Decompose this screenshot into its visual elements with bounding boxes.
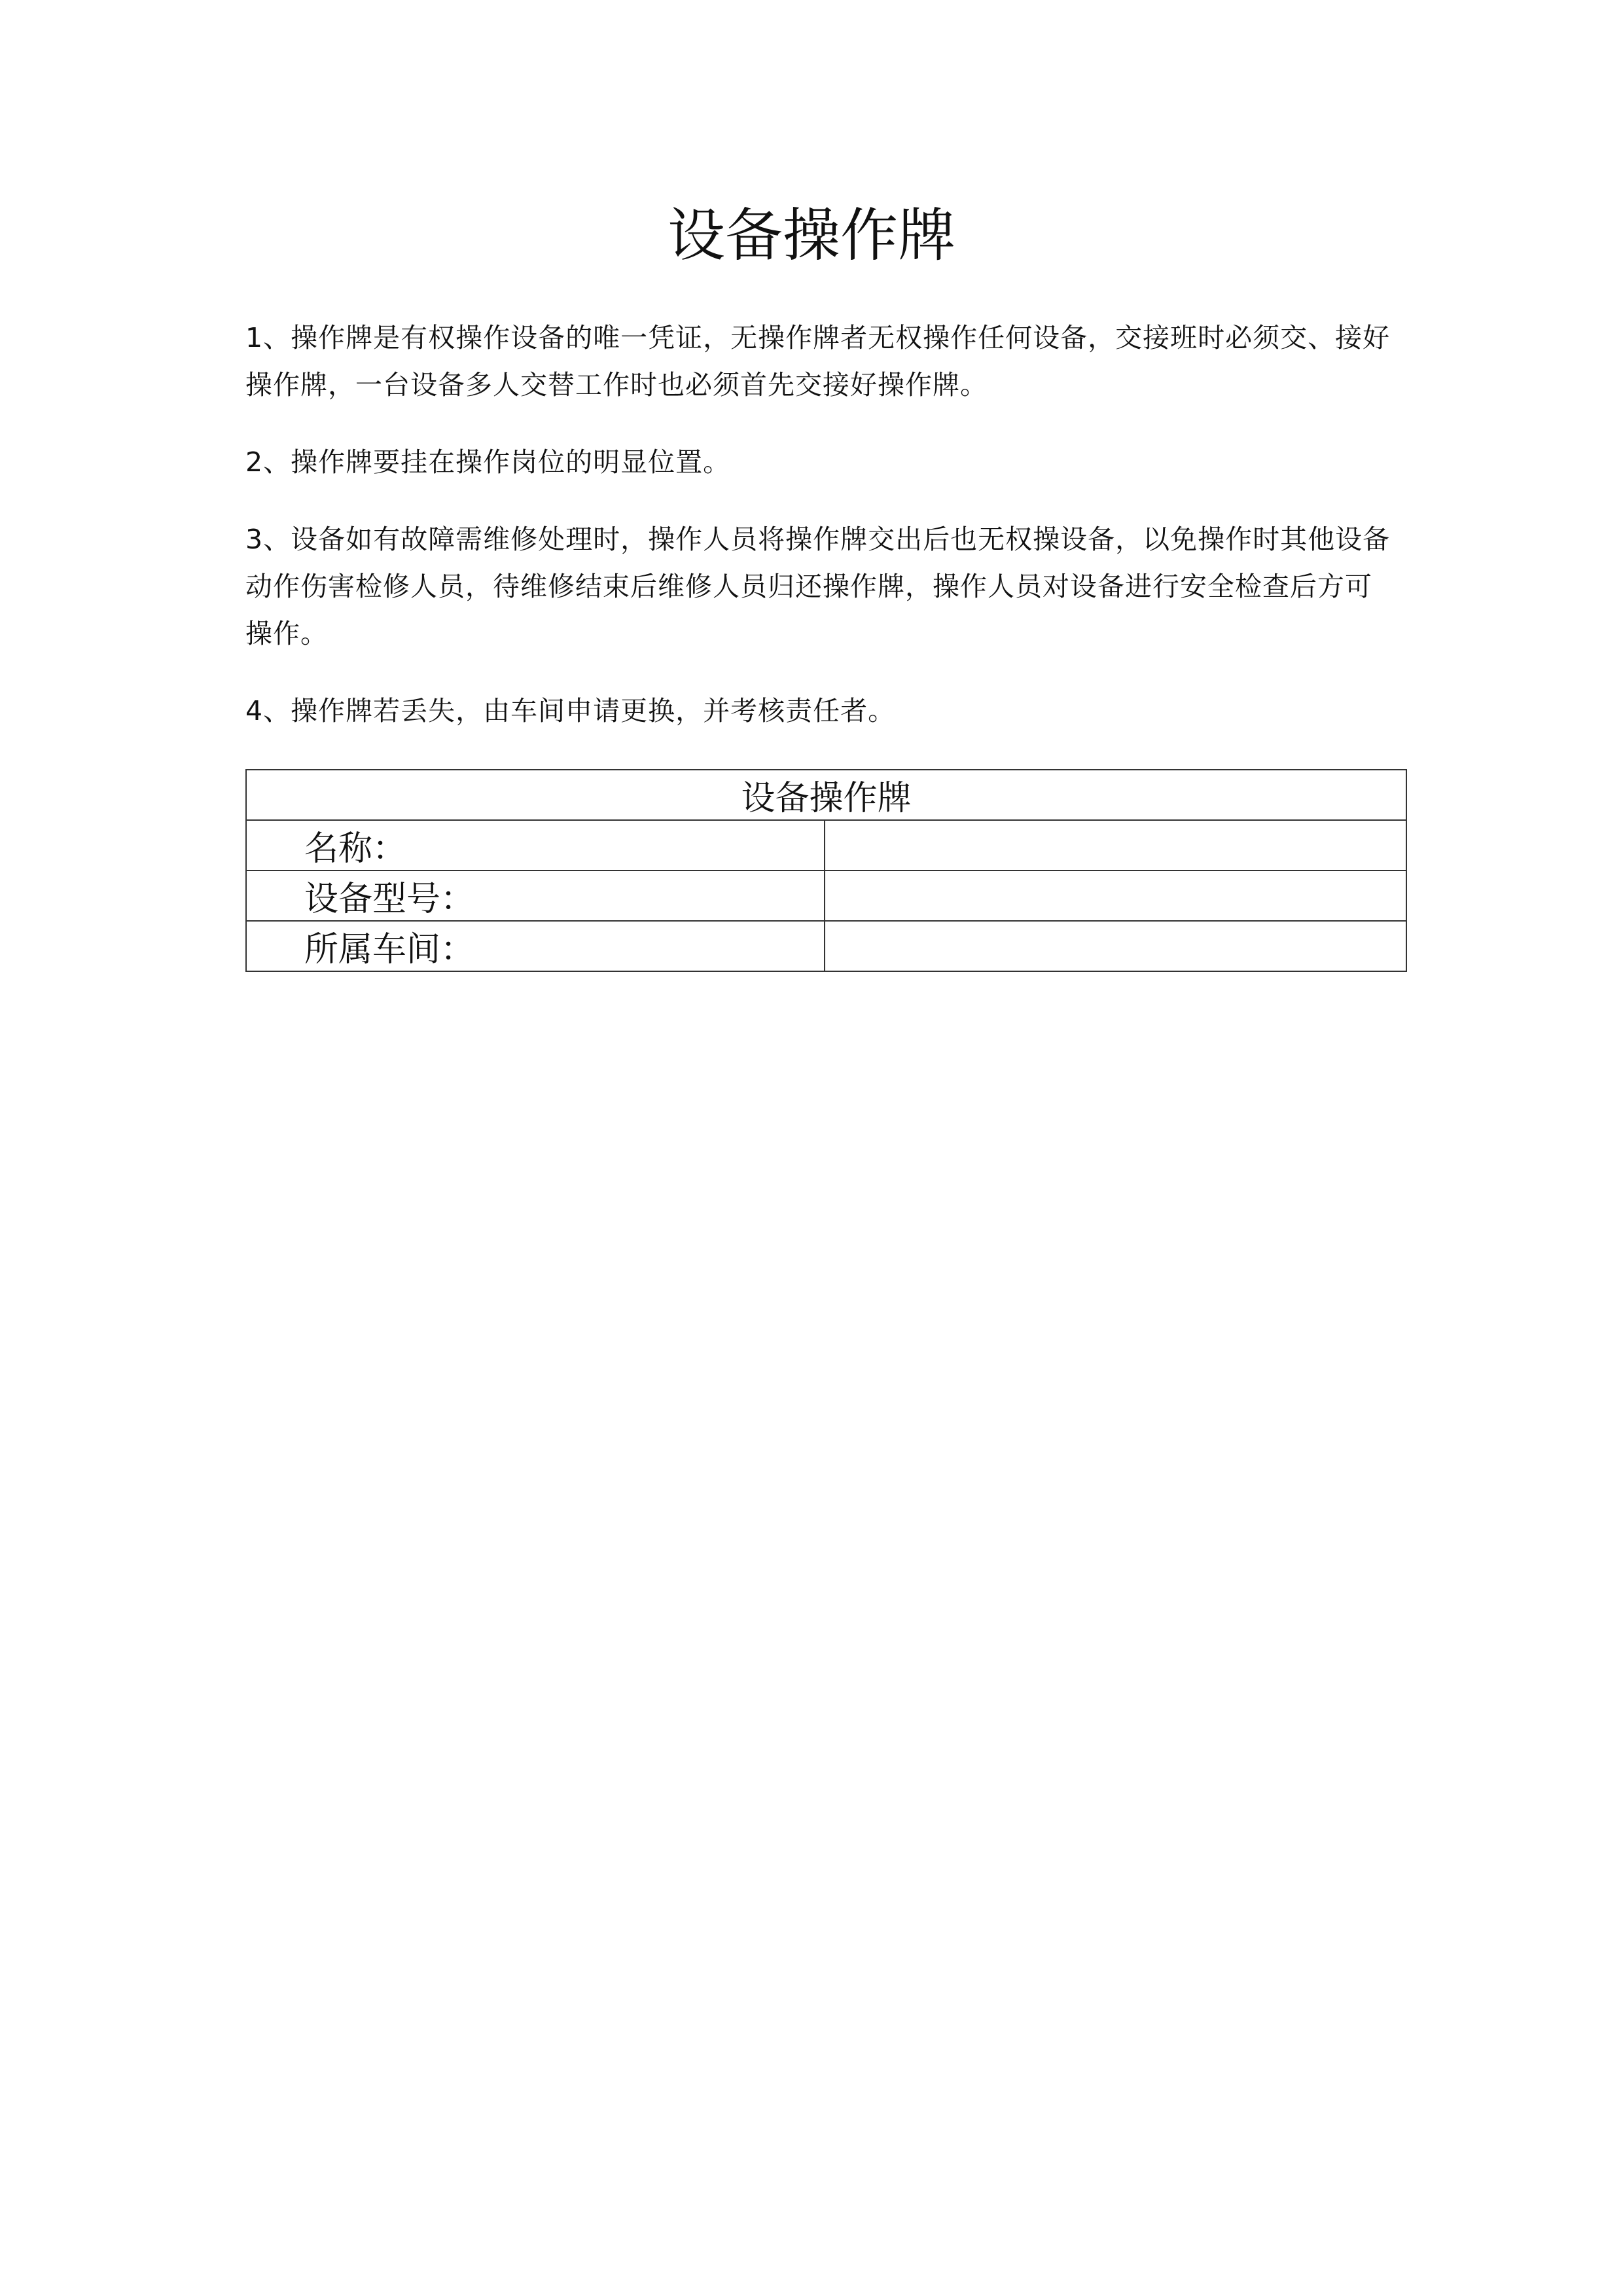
table-row — [246, 870, 1406, 921]
workshop-value-cell — [825, 921, 1406, 971]
table-row — [246, 820, 1406, 870]
rules-list — [245, 314, 1397, 764]
workshop-label: 所属车间： — [246, 921, 825, 971]
rule-item-1: 1、操作牌是有权操作设备的唯一凭证，无操作牌者无权操作任何设备，交接班时必须交、接好操作牌，一台设备多人交替工作时也必须首先交接好操作牌。 — [245, 322, 1391, 401]
table-row — [246, 921, 1406, 971]
rule-item-2: 2、操作牌要挂在操作岗位的明显位置。 — [245, 446, 731, 478]
name-label: 名称： — [246, 820, 825, 870]
table-header-row — [246, 770, 1406, 820]
name-value-cell — [825, 820, 1406, 870]
table-header: 设备操作牌 — [246, 770, 1406, 820]
page-title: 设备操作牌 — [667, 202, 955, 269]
rule-item-4: 4、操作牌若丢失，由车间申请更换，并考核责任者。 — [245, 695, 896, 726]
model-value-cell — [825, 870, 1406, 921]
model-label: 设备型号： — [246, 870, 825, 921]
operation-sign-table — [245, 769, 1407, 972]
rule-item-3: 3、设备如有故障需维修处理时，操作人员将操作牌交出后也无权操设备，以免操作时其他设备动作伤害检修人员，待维修结束后维修人员归还操作牌，操作人员对设备进行安全检查后方可操作。 — [245, 524, 1391, 649]
